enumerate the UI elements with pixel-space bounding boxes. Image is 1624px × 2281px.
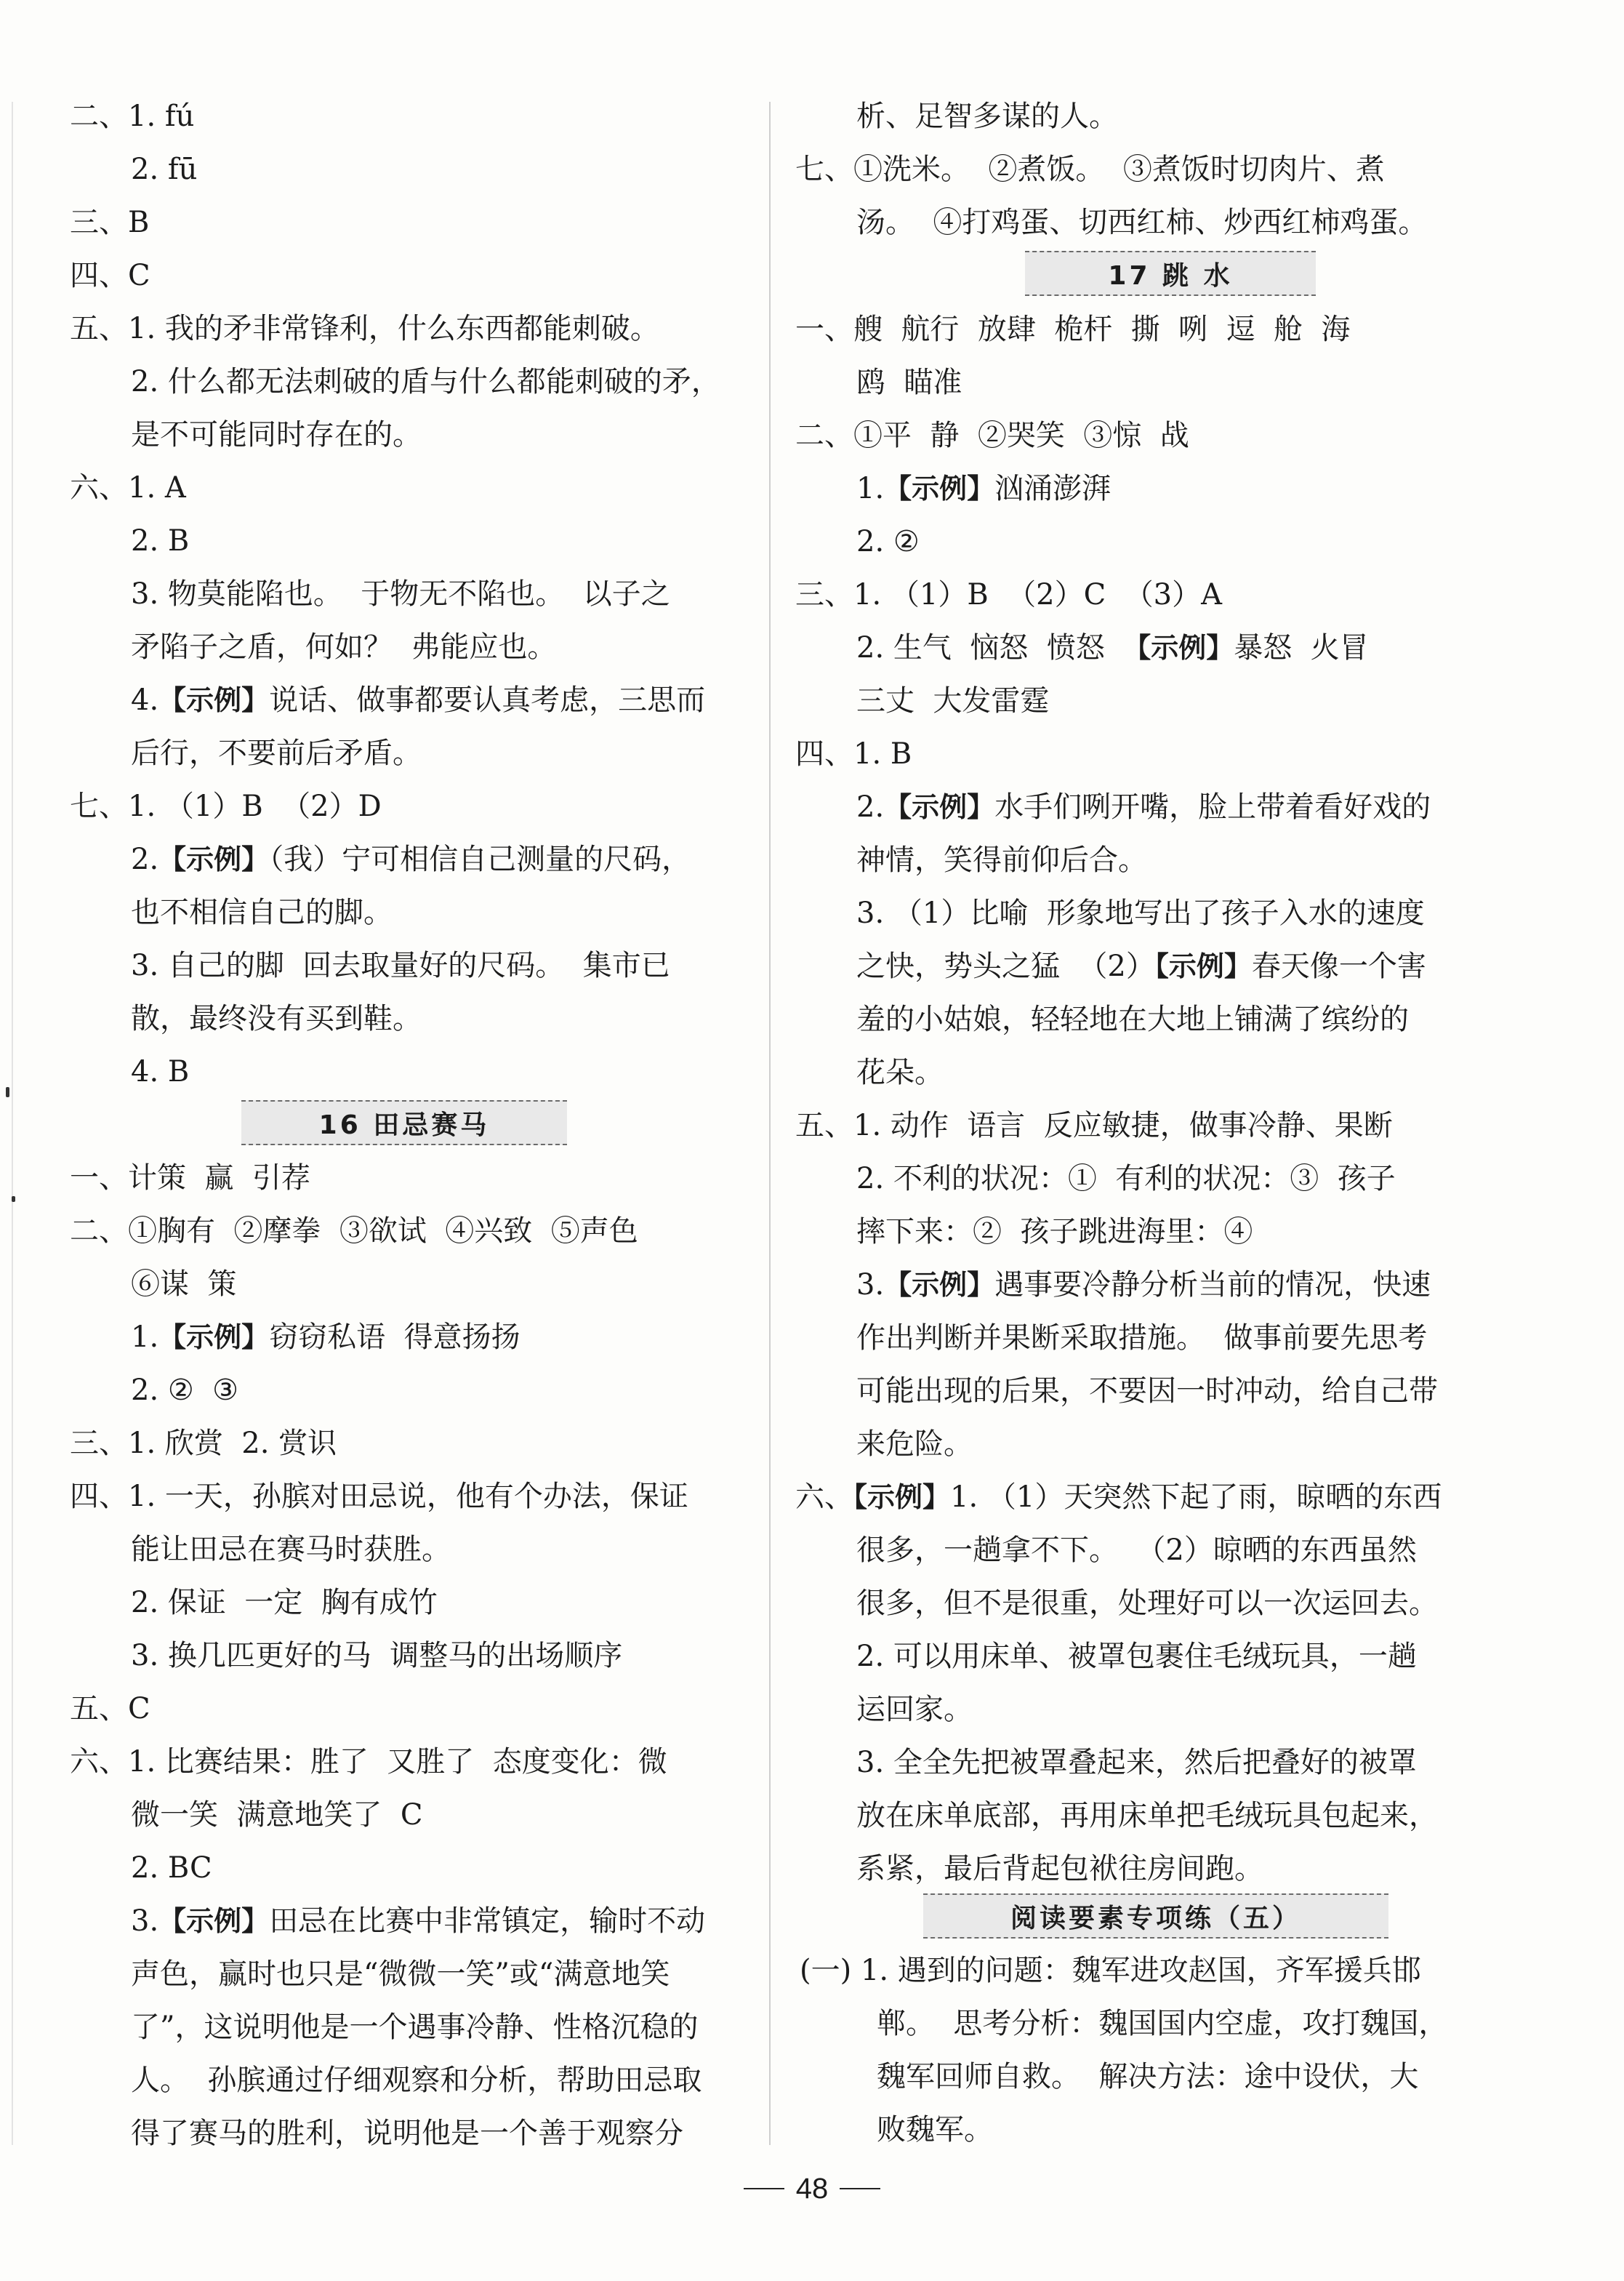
answer-line [856,1268,1431,1302]
answer-line: 六、1. A [70,471,186,505]
answer-line: 2. 可以用床单、被罩包裹住毛绒玩具，一趟 [856,1640,1417,1673]
example-tag: 【示例】 [884,1269,995,1301]
answer-line: 三、1. 欣赏 2. 赏识 [70,1427,337,1460]
answer-line: 五、1. 我的矛非常锋利，什么东西都能刺破。 [70,312,659,345]
answer-line: 3. 物莫能陷也。 于物无不陷也。 以子之 [131,577,670,611]
answer-line: 一、艘 航行 放肆 桅杆 撕 咧 逗 舱 海 [795,313,1351,346]
answer-line: 四、1. 一天，孙膑对田忌说，他有个办法，保证 [70,1480,688,1513]
answer-line: 三丈 大发雷霆 [856,684,1050,718]
answer-line: 三、B [70,206,150,239]
answer-line: 可能出现的后果，不要因一时冲动，给自己带 [856,1374,1438,1408]
answer-text: 2. 生气 恼怒 愤怒 [856,631,1105,665]
left-answer-column [0,0,756,2281]
item-number: 2. [131,843,159,876]
answer-line: 败魏军。 [877,2113,993,2146]
answer-line: (一) 1. 遇到的问题：魏军进攻赵国，齐军援兵邯 [800,1954,1421,1987]
answer-line [856,631,1369,665]
item-number: 3. [131,1904,159,1938]
item-number: 1. [131,1320,159,1354]
answer-line: 三、1. （1）B （2）C （3）A [795,578,1222,612]
answer-line: 很多，一趟拿不下。 （2）晾晒的东西虽然 [856,1534,1417,1567]
example-tag: 【示例】 [158,1905,270,1937]
example-tag: 【示例】 [853,1481,951,1513]
answer-line: 了”，这说明他是一个遇事冷静、性格沉稳的 [131,2011,699,2044]
answer-line: 汤。 ④打鸡蛋、切西红柿、炒西红柿鸡蛋。 [856,206,1428,239]
answer-text: 1. （1）天突然下起了雨，晾晒的东西 [950,1480,1442,1514]
answer-text: 之快，势头之猛 （2） [856,950,1155,983]
answer-line: 散，最终没有买到鞋。 [131,1002,422,1035]
answer-line: 二、1. fú [70,100,195,133]
answer-line [131,686,705,715]
answer-line: 一、计策 赢 引荐 [70,1161,310,1195]
answer-line: 微一笑 满意地笑了 C [131,1798,423,1832]
answer-line [856,790,1431,824]
example-tag: 【示例】 [158,1321,270,1353]
answer-line: 得了赛马的胜利，说明他是一个善于观察分 [131,2117,683,2150]
answer-text: 窃窃私语 得意扬扬 [269,1320,520,1354]
answer-text: （我）宁可相信自己测量的尺码， [269,843,691,876]
answer-line: 放在床单底部，再用床单把毛绒玩具包起来， [856,1799,1438,1832]
answer-line: 神情，笑得前仰后合。 [856,843,1147,877]
answer-line: 羞的小姑娘，轻轻地在大地上铺满了缤纷的 [856,1003,1409,1036]
answer-line: 鸥 瞄准 [856,366,962,399]
right-answer-column [771,0,1624,2281]
answer-line: 花朵。 [856,1056,944,1089]
answer-line: 后行，不要前后矛盾。 [131,737,422,770]
answer-line: 2. fū [131,153,198,186]
answer-line: 来危险。 [856,1427,973,1461]
item-number: 六、 [795,1480,853,1514]
section-heading: 阅读要素专项练（五） [923,1893,1388,1939]
answer-line: 3. 换几匹更好的马 调整马的出场顺序 [131,1639,623,1672]
answer-line: 4. B [131,1055,190,1089]
answer-line: 析、足智多谋的人。 [856,100,1118,133]
answer-line [856,474,1111,503]
section-heading: 17 跳 水 [1025,251,1316,296]
answer-text: 春天像一个害 [1251,950,1426,983]
answer-line: 也不相信自己的脚。 [131,896,393,929]
answer-line: 魏军回师自救。 解决方法：途中设伏，大 [877,2060,1419,2093]
answer-line: 3. 自己的脚 回去取量好的尺码。 集市已 [131,949,670,982]
answer-line: 二、①平 静 ②哭笑 ③惊 战 [795,419,1189,452]
answer-line: 七、1. （1）B （2）D [70,790,382,823]
answer-line: 是不可能同时存在的。 [131,418,422,452]
answer-line: 2. 保证 一定 胸有成竹 [131,1586,438,1619]
item-number: 1. [856,472,885,505]
answer-line: 2. 不利的状况：① 有利的状况：③ 孩子 [856,1162,1396,1195]
answer-line: 五、C [70,1692,150,1725]
answer-text: 遇事要冷静分析当前的情况，快速 [994,1268,1431,1302]
answer-line: 3. 全全先把被罩叠起来，然后把叠好的被罩 [856,1746,1417,1779]
answer-line: 2. BC [131,1851,212,1885]
answer-line: 很多，但不是很重，处理好可以一次运回去。 [856,1587,1438,1620]
answer-line: 四、1. B [795,737,912,771]
answer-line: 二、①胸有 ②摩拳 ③欲试 ④兴致 ⑤声色 [70,1214,638,1248]
section-heading: 16 田忌赛马 [241,1100,567,1145]
example-tag: 【示例】 [158,684,270,716]
answer-line: 能让田忌在赛马时获胜。 [131,1533,451,1566]
page-number [0,2170,1624,2207]
answer-text: 暴怒 火冒 [1234,631,1369,665]
answer-line: 声色，赢时也只是“微微一笑”或“满意地笑 [131,1957,670,1991]
answer-line [131,845,691,874]
answer-line: 摔下来：② 孩子跳进海里：④ [856,1215,1253,1248]
answer-line [856,952,1426,981]
answer-line: 作出判断并果断采取措施。 做事前要先思考 [856,1321,1428,1355]
answer-line [131,1904,706,1938]
item-number: 3. [856,1268,885,1302]
answer-line: 郸。 思考分析：魏国国内空虚，攻打魏国， [877,2007,1448,2040]
example-tag: 【示例】 [884,473,995,505]
example-tag: 【示例】 [884,791,995,823]
answer-line: 矛陷子之盾，何如？ 弗能应也。 [131,630,557,664]
answer-line: ⑥谋 策 [131,1267,237,1301]
answer-line: 2. 什么都无法刺破的盾与什么都能刺破的矛， [131,365,720,398]
answer-text: 汹涌澎湃 [994,472,1112,505]
answer-line: 3. （1）比喻 形象地写出了孩子入水的速度 [856,897,1425,930]
answer-text: 田忌在比赛中非常镇定，输时不动 [269,1904,706,1938]
page-number-text: 48 [795,2172,829,2205]
page-number-dash [744,2188,784,2189]
item-number: 2. [856,790,885,824]
answer-line: 运回家。 [856,1693,973,1726]
answer-line: 六、1. 比赛结果：胜了 又胜了 态度变化：微 [70,1745,667,1779]
answer-line [795,1480,1442,1514]
answer-line: 四、C [70,259,150,292]
answer-line: 七、①洗米。 ②煮饭。 ③煮饭时切肉片、煮 [795,153,1385,186]
page-number-dash [840,2188,880,2189]
example-tag: 【示例】 [1154,950,1252,982]
answer-line: 2. ② ③ [131,1374,239,1407]
answer-line: 人。 孙膑通过仔细观察和分析，帮助田忌取 [131,2064,702,2097]
answer-line: 五、1. 动作 语言 反应敏捷，做事冷静、果断 [795,1109,1393,1142]
answer-line [131,1320,520,1354]
answer-line: 系紧，最后背起包袱往房间跑。 [856,1852,1263,1885]
answer-line: 2. ② [856,525,920,558]
answer-text: 水手们咧开嘴，脸上带着看好戏的 [994,790,1431,824]
item-number: 4. [131,684,159,717]
answer-text: 说话、做事都要认真考虑，三思而 [269,684,706,717]
answer-line: 2. B [131,524,190,558]
example-tag: 【示例】 [1123,632,1234,664]
example-tag: 【示例】 [158,843,270,875]
